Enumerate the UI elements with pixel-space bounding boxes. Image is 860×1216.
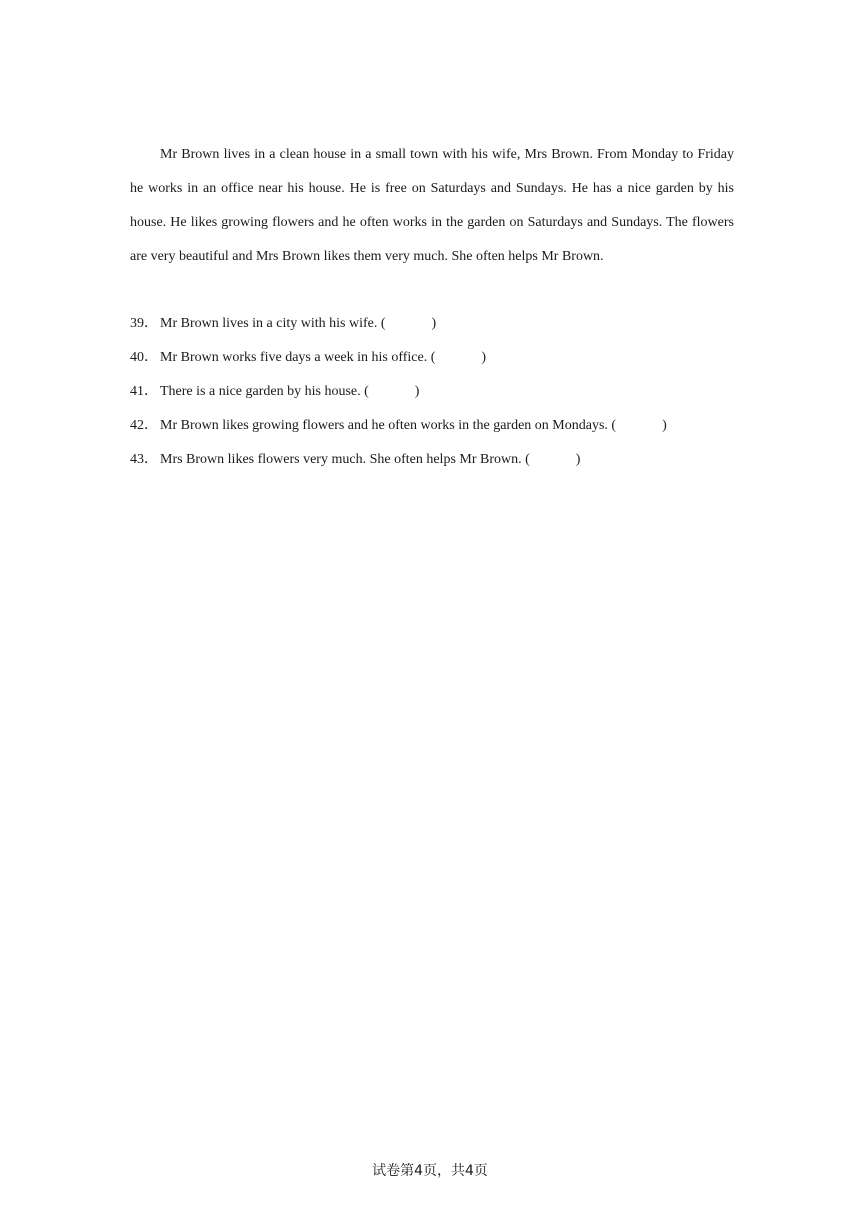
question-text: Mrs Brown likes flowers very much. She often helps Mr Brown. ( [160,452,530,467]
question-text: Mr Brown works five days a week in his office. ( [160,350,436,365]
question-number: 42． [130,418,158,433]
page-footer: 试卷第4页，共4页 [372,1163,488,1179]
closing-paren: ) [481,350,487,365]
reading-passage: Mr Brown lives in a clean house in a small town with his wife, Mrs Brown. From Monday to Friday he works in an office near his house. He is free on Saturdays and Sundays. He has a nice garden by his house. He likes growing flowers and he often works in the garden on Saturdays and Sundays. The flowers are very beautiful and Mrs Brown likes them very much. She often helps Mr Brown. [130,147,734,264]
question-text: Mr Brown likes growing flowers and he often works in the garden on Mondays. ( [160,418,617,433]
closing-paren: ) [662,418,667,433]
question-text: Mr Brown lives in a city with his wife. ( [160,316,386,331]
question-item-40 [130,341,750,375]
closing-paren: ) [575,452,581,467]
closing-paren: ) [414,384,420,399]
question-item-41 [130,375,750,409]
question-number: 43． [130,452,158,467]
question-number: 39． [130,316,158,331]
question-item-42 [130,409,750,443]
question-item-43 [130,443,750,477]
question-number: 40． [130,350,158,365]
question-number: 41． [130,384,158,399]
question-item-39 [130,307,750,341]
closing-paren: ) [431,316,437,331]
question-text: There is a nice garden by his house. ( [160,384,369,399]
true-false-question-list [130,307,750,477]
